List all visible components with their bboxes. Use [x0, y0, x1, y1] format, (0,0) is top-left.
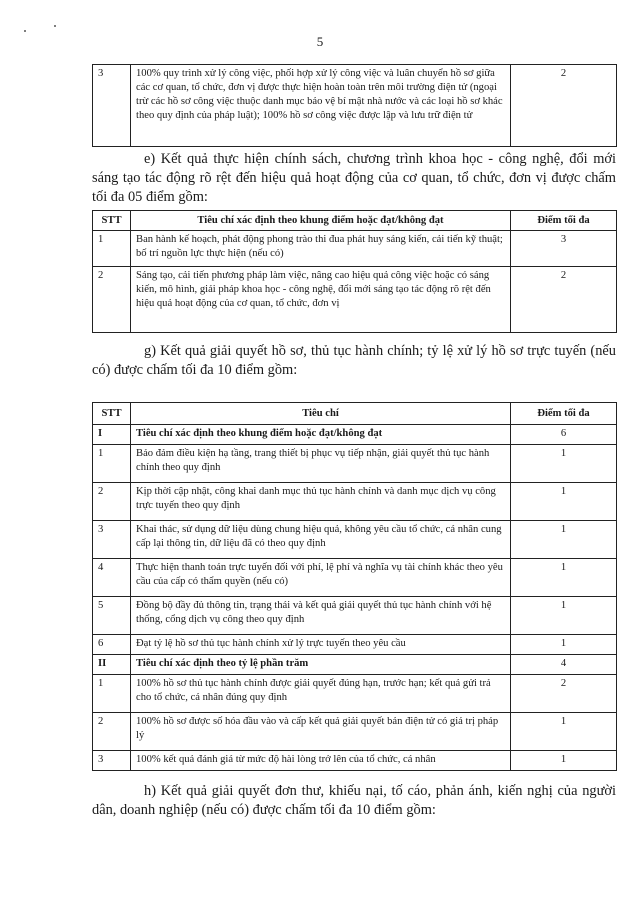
row-stt: 1 [93, 675, 131, 713]
table-row [93, 65, 617, 147]
table-row [93, 713, 617, 751]
table-header-row [93, 211, 617, 231]
row-score: 1 [511, 751, 617, 771]
row-content: Đồng bộ đầy đủ thông tin, trạng thái và kết quả giải quyết thủ tục hành chính với hệ thống, cổng dịch vụ công theo quy định [131, 597, 511, 635]
row-stt: II [93, 655, 131, 675]
table-section-row [93, 655, 617, 675]
row-stt: 3 [93, 751, 131, 771]
row-score: 6 [511, 425, 617, 445]
row-content: Sáng tạo, cải tiến phương pháp làm việc, nâng cao hiệu quả công việc hoặc có sáng kiến, mô hình, giải pháp khoa học - công nghệ, đổi mới sáng tạo tác động rõ rệt đến hiệu quả hoạt động của cơ quan, tổ chức, đơn vị [131, 267, 511, 333]
row-content: Đạt tỷ lệ hồ sơ thủ tục hành chính xử lý trực tuyến theo yêu cầu [131, 635, 511, 655]
row-stt: 5 [93, 597, 131, 635]
paragraph-g: g) Kết quả giải quyết hồ sơ, thủ tục hành chính; tỷ lệ xử lý hồ sơ trực tuyến (nếu có) được chấm tối đa 10 điểm gồm: [92, 343, 616, 378]
row-score: 1 [511, 713, 617, 751]
table-row [93, 445, 617, 483]
row-score: 1 [511, 597, 617, 635]
row-score: 1 [511, 521, 617, 559]
row-content: Tiêu chí xác định theo khung điểm hoặc đạt/không đạt [131, 425, 511, 445]
row-content: Bảo đảm điều kiện hạ tầng, trang thiết bị phục vụ tiếp nhận, giải quyết thủ tục hành chính theo quy định [131, 445, 511, 483]
row-score: 1 [511, 483, 617, 521]
paragraph-e: e) Kết quả thực hiện chính sách, chương trình khoa học - công nghệ, đổi mới sáng tạo tác động rõ rệt đến hiệu quả hoạt động của cơ quan, tổ chức, đơn vị được chấm tối đa 05 điểm gồm: [92, 151, 616, 205]
row-score: 2 [511, 267, 617, 333]
table-row [93, 597, 617, 635]
row-stt: 3 [93, 521, 131, 559]
header-score: Điểm tối đa [511, 211, 617, 231]
table-row [93, 675, 617, 713]
table-row [93, 521, 617, 559]
row-stt: 2 [93, 483, 131, 521]
table-section-row [93, 425, 617, 445]
header-score: Điểm tối đa [511, 403, 617, 425]
row-score: 1 [511, 445, 617, 483]
row-content: Thực hiện thanh toán trực tuyến đối với phí, lệ phí và nghĩa vụ tài chính khác theo yêu cầu của cấp có thẩm quyền (nếu có) [131, 559, 511, 597]
row-content: Khai thác, sử dụng dữ liệu dùng chung hiệu quả, không yêu cầu tổ chức, cá nhân cung cấp lại thông tin, dữ liệu đã có theo quy định [131, 521, 511, 559]
table-innovation [92, 210, 617, 333]
row-score: 1 [511, 635, 617, 655]
table-admin-procedures [92, 402, 617, 771]
row-content: Ban hành kế hoạch, phát động phong trào thi đua phát huy sáng kiến, cải tiến kỹ thuật; bố trí nguồn lực thực hiện (nếu có) [131, 231, 511, 267]
row-stt: 1 [93, 445, 131, 483]
header-criteria: Tiêu chí [131, 403, 511, 425]
row-content: Tiêu chí xác định theo tỷ lệ phần trăm [131, 655, 511, 675]
row-stt: I [93, 425, 131, 445]
row-stt: 3 [93, 65, 131, 147]
row-score: 3 [511, 231, 617, 267]
row-score: 2 [511, 65, 617, 147]
paragraph-h: h) Kết quả giải quyết đơn thư, khiếu nại, tố cáo, phản ánh, kiến nghị của người dân, doanh nghiệp (nếu có) được chấm tối đa 10 điểm gồm: [92, 783, 616, 818]
header-stt: STT [93, 211, 131, 231]
row-content: 100% hồ sơ thủ tục hành chính được giải quyết đúng hạn, trước hạn; kết quả gửi trả cho tổ chức, cá nhân đúng quy định [131, 675, 511, 713]
table-header-row [93, 403, 617, 425]
row-content: 100% kết quả đánh giá từ mức độ hài lòng trở lên của tổ chức, cá nhân [131, 751, 511, 771]
scan-speck [54, 25, 56, 27]
table-row [93, 751, 617, 771]
table-row [93, 635, 617, 655]
table-row [93, 559, 617, 597]
table-continuation [92, 64, 617, 147]
row-stt: 2 [93, 713, 131, 751]
row-content: Kịp thời cập nhật, công khai danh mục thủ tục hành chính và danh mục dịch vụ công trực tuyến theo quy định [131, 483, 511, 521]
row-stt: 4 [93, 559, 131, 597]
header-criteria: Tiêu chí xác định theo khung điểm hoặc đạt/không đạt [131, 211, 511, 231]
row-stt: 6 [93, 635, 131, 655]
row-score: 2 [511, 675, 617, 713]
row-stt: 1 [93, 231, 131, 267]
header-stt: STT [93, 403, 131, 425]
row-content: 100% hồ sơ được số hóa đầu vào và cấp kết quả giải quyết bản điện tử có giá trị pháp lý [131, 713, 511, 751]
table-row [93, 483, 617, 521]
table-row [93, 267, 617, 333]
row-content: 100% quy trình xử lý công việc, phối hợp xử lý công việc và luân chuyển hồ sơ giữa các cơ quan, tổ chức, đơn vị được thực hiện hoàn toàn trên môi trường điện tử (ngoại trừ các hồ sơ công việc thuộc danh mục bảo vệ bí mật nhà nước và các loại hồ sơ khác theo quy định của pháp luật); 100% hồ sơ công việc được lập và lưu trữ điện tử [131, 65, 511, 147]
page-number: 5 [316, 34, 324, 49]
table-row [93, 231, 617, 267]
scan-speck [24, 30, 26, 32]
row-stt: 2 [93, 267, 131, 333]
row-score: 1 [511, 559, 617, 597]
row-score: 4 [511, 655, 617, 675]
